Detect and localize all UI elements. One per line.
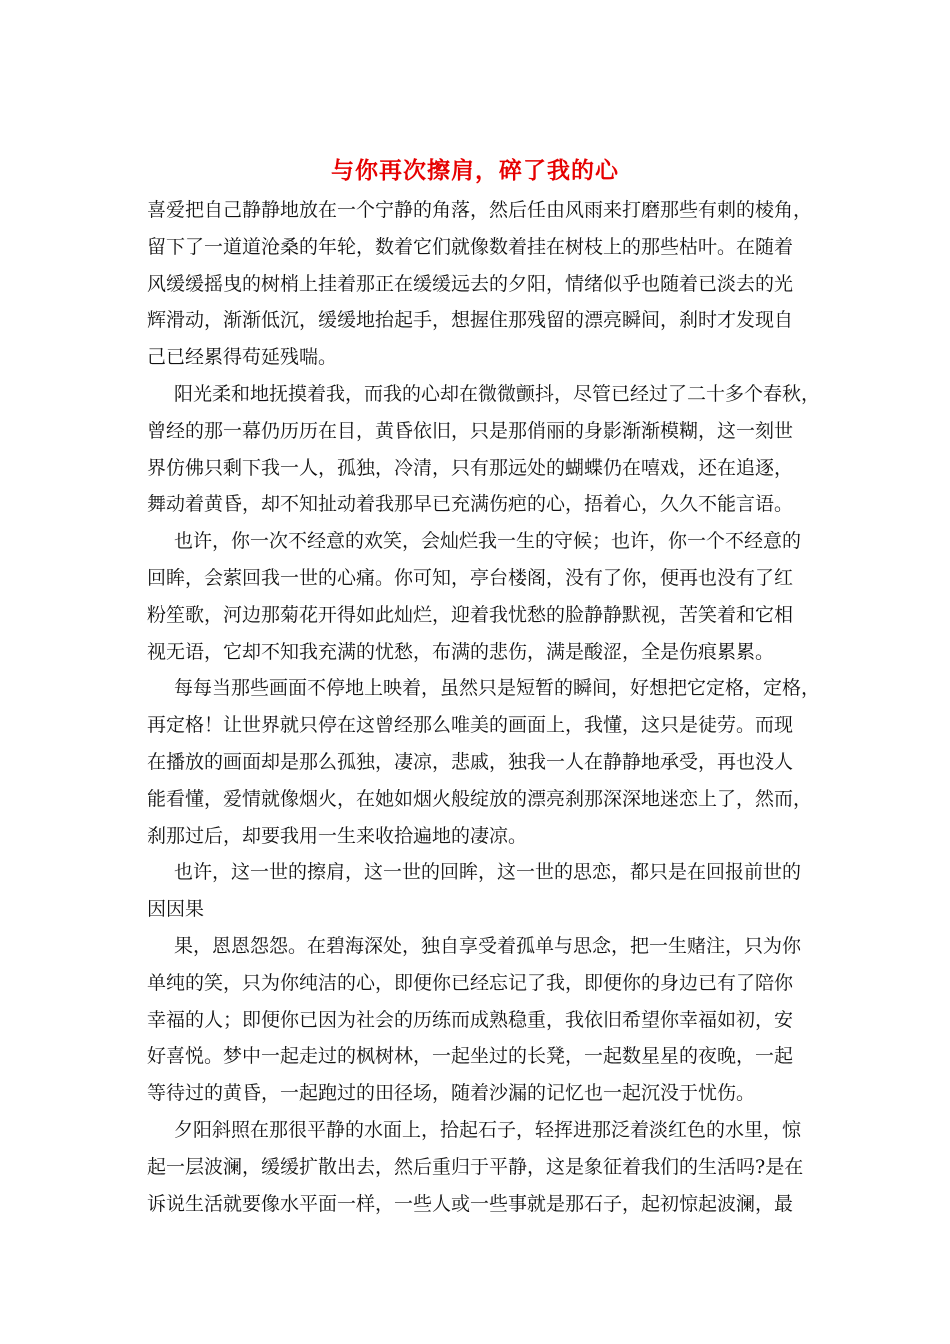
text-line: 留下了一道道沧桑的年轮，数着它们就像数着挂在树枝上的那些枯叶。在随着: [147, 236, 794, 258]
text-line: 阳光柔和地抚摸着我，而我的心却在微微颤抖，尽管已经过了二十多个春秋，: [174, 383, 821, 405]
text-line: 风缓缓摇曳的树梢上挂着那正在缓缓远去的夕阳，情绪似乎也随着已淡去的光: [147, 273, 794, 295]
text-line: 每每当那些画面不停地上映着，虽然只是短暂的瞬间，好想把它定格，定格，: [174, 677, 821, 699]
text-line: 也许，你一次不经意的欢笑，会灿烂我一生的守候；也许，你一个不经意的: [174, 530, 802, 552]
text-line: 单纯的笑，只为你纯洁的心，即便你已经忘记了我，即便你的身边已有了陪你: [147, 972, 794, 994]
text-line: 回眸，会萦回我一世的心痛。你可知，亭台楼阁，没有了你，便再也没有了红: [147, 567, 794, 589]
text-line: 粉笙歌，河边那菊花开得如此灿烂，迎着我忧愁的脸静静默视，苦笑着和它相: [147, 604, 794, 626]
text-line: 好喜悦。梦中一起走过的枫树林，一起坐过的长凳，一起数星星的夜晚，一起: [147, 1045, 794, 1067]
text-line: 幸福的人；即便你已因为社会的历练而成熟稳重，我依旧希望你幸福如初，安: [147, 1009, 794, 1031]
text-line: 在播放的画面却是那么孤独，凄凉，悲戚，独我一人在静静地承受，再也没人: [147, 751, 794, 773]
text-line: 曾经的那一幕仍历历在目，黄昏依旧，只是那俏丽的身影渐渐模糊，这一刻世: [147, 420, 794, 442]
text-line: 起一层波澜，缓缓扩散出去，然后重归于平静，这是象征着我们的生活吗?是在: [147, 1156, 804, 1178]
text-line: 等待过的黄昏，一起跑过的田径场，随着沙漏的记忆也一起沉没于忧伤。: [147, 1082, 756, 1104]
text-line: 因因果: [147, 898, 205, 920]
text-line: 喜爱把自己静静地放在一个宁静的角落，然后任由风雨来打磨那些有刺的棱角，: [147, 199, 813, 221]
text-line: 己已经累得苟延残喘。: [147, 346, 338, 368]
text-line: 果，恩恩怨怨。在碧海深处，独自享受着孤单与思念，把一生赌注，只为你: [174, 935, 802, 957]
text-line: 能看懂，爱情就像烟火，在她如烟火般绽放的漂亮刹那深深地迷恋上了，然而，: [147, 788, 813, 810]
text-line: 也许，这一世的擦肩，这一世的回眸，这一世的思恋，都只是在回报前世的: [174, 861, 802, 883]
text-line: 辉滑动，渐渐低沉，缓缓地抬起手，想握住那残留的漂亮瞬间，刹时才发现自: [147, 309, 794, 331]
text-line: 界仿佛只剩下我一人，孤独，冷清，只有那远处的蝴蝶仍在嘻戏，还在追逐，: [147, 457, 794, 479]
text-line: 诉说生活就要像水平面一样，一些人或一些事就是那石子，起初惊起波澜，最: [147, 1193, 794, 1215]
text-line: 刹那过后，却要我用一生来收拾遍地的凄凉。: [147, 825, 528, 847]
text-line: 再定格！让世界就只停在这曾经那么唯美的画面上，我懂，这只是徒劳。而现: [147, 714, 794, 736]
text-line: 舞动着黄昏，却不知扯动着我那早已充满伤疤的心，捂着心，久久不能言语。: [147, 493, 794, 515]
text-line: 视无语，它却不知我充满的忧愁，布满的悲伤，满是酸涩，全是伤痕累累。: [147, 641, 775, 663]
document-title: 与你再次擦肩，碎了我的心: [331, 157, 619, 184]
text-line: 夕阳斜照在那很平静的水面上，拾起石子，轻挥进那泛着淡红色的水里，惊: [174, 1119, 802, 1141]
